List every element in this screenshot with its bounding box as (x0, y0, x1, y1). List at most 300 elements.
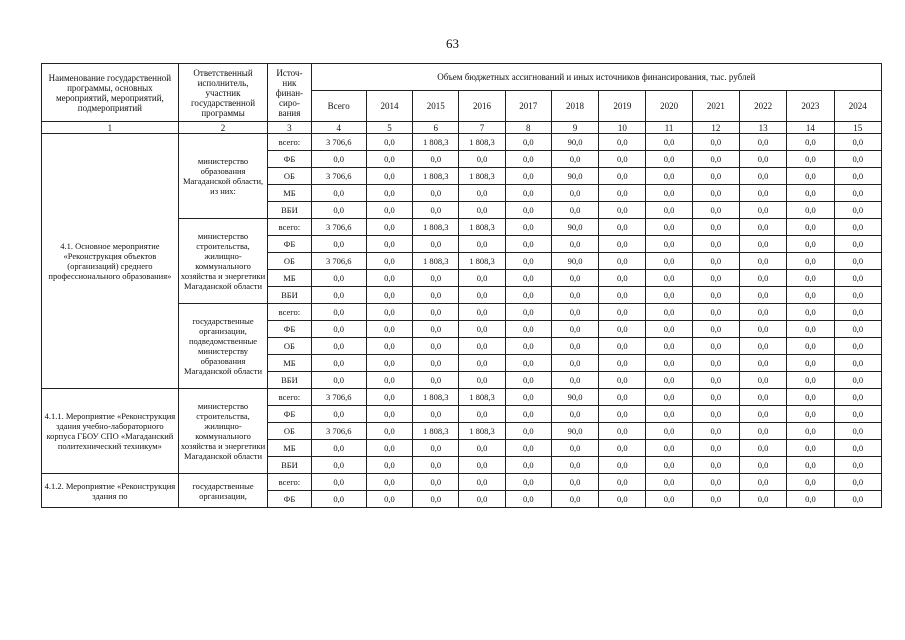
value-cell: 0,0 (551, 372, 598, 389)
value-cell: 0,0 (599, 338, 646, 355)
value-cell: 0,0 (366, 491, 412, 508)
total-cell: 3 706,6 (311, 389, 366, 406)
total-cell: 0,0 (311, 287, 366, 304)
value-cell: 0,0 (739, 287, 786, 304)
value-cell: 0,0 (599, 236, 646, 253)
executor-cell: министерство строительства, жилищно-коммунального хозяйства и энергетики Магаданской области (178, 389, 268, 474)
source-cell: ФБ (268, 491, 311, 508)
value-cell: 0,0 (366, 168, 412, 185)
value-cell: 1 808,3 (459, 219, 505, 236)
value-cell: 1 808,3 (413, 134, 459, 151)
value-cell: 0,0 (413, 185, 459, 202)
value-cell: 0,0 (787, 355, 834, 372)
value-cell: 0,0 (692, 270, 739, 287)
value-cell: 0,0 (834, 219, 881, 236)
value-cell: 0,0 (787, 134, 834, 151)
value-cell: 0,0 (599, 457, 646, 474)
value-cell: 0,0 (599, 202, 646, 219)
value-cell: 0,0 (366, 423, 412, 440)
value-cell: 0,0 (366, 355, 412, 372)
source-cell: МБ (268, 355, 311, 372)
value-cell: 0,0 (459, 338, 505, 355)
value-cell: 0,0 (505, 219, 551, 236)
value-cell: 0,0 (787, 423, 834, 440)
value-cell: 0,0 (505, 338, 551, 355)
column-number: 2 (178, 122, 268, 134)
value-cell: 0,0 (834, 321, 881, 338)
value-cell: 1 808,3 (413, 423, 459, 440)
header-funding: Объем бюджетных ассигнований и иных источников финансирования, тыс. рублей (311, 64, 881, 91)
value-cell: 0,0 (692, 185, 739, 202)
value-cell: 0,0 (692, 219, 739, 236)
value-cell: 0,0 (834, 253, 881, 270)
value-cell: 0,0 (551, 185, 598, 202)
source-cell: ФБ (268, 151, 311, 168)
value-cell: 0,0 (459, 491, 505, 508)
value-cell: 0,0 (739, 219, 786, 236)
executor-cell: министерство строительства, жилищно-коммунального хозяйства и энергетики Магаданской области (178, 219, 268, 304)
value-cell: 0,0 (834, 389, 881, 406)
value-cell: 0,0 (413, 304, 459, 321)
value-cell: 0,0 (646, 491, 692, 508)
value-cell: 0,0 (739, 270, 786, 287)
source-cell: ОБ (268, 253, 311, 270)
table-row (42, 134, 882, 151)
total-cell: 0,0 (311, 440, 366, 457)
value-cell: 0,0 (505, 491, 551, 508)
header-year: 2021 (692, 91, 739, 122)
total-cell: 0,0 (311, 491, 366, 508)
source-cell: всего: (268, 219, 311, 236)
value-cell: 0,0 (366, 287, 412, 304)
value-cell: 0,0 (505, 270, 551, 287)
value-cell: 0,0 (739, 253, 786, 270)
value-cell: 0,0 (366, 406, 412, 423)
value-cell: 0,0 (692, 440, 739, 457)
source-cell: ВБИ (268, 287, 311, 304)
value-cell: 0,0 (646, 151, 692, 168)
source-cell: всего: (268, 134, 311, 151)
value-cell: 0,0 (646, 457, 692, 474)
value-cell: 0,0 (366, 236, 412, 253)
value-cell: 90,0 (551, 168, 598, 185)
value-cell: 0,0 (834, 338, 881, 355)
column-number: 13 (739, 122, 786, 134)
header-year: 2022 (739, 91, 786, 122)
value-cell: 1 808,3 (459, 253, 505, 270)
total-cell: 0,0 (311, 304, 366, 321)
value-cell: 0,0 (551, 491, 598, 508)
value-cell: 0,0 (413, 202, 459, 219)
source-cell: МБ (268, 270, 311, 287)
value-cell: 0,0 (599, 270, 646, 287)
header-year: 2019 (599, 91, 646, 122)
value-cell: 0,0 (787, 321, 834, 338)
value-cell: 0,0 (646, 355, 692, 372)
header-year: 2015 (413, 91, 459, 122)
executor-cell: министерство образования Магаданской области, из них: (178, 134, 268, 219)
value-cell: 0,0 (834, 287, 881, 304)
value-cell: 0,0 (834, 406, 881, 423)
source-cell: ОБ (268, 423, 311, 440)
total-cell: 0,0 (311, 474, 366, 491)
value-cell: 0,0 (366, 304, 412, 321)
value-cell: 0,0 (366, 338, 412, 355)
value-cell: 0,0 (505, 423, 551, 440)
value-cell: 0,0 (739, 168, 786, 185)
value-cell: 90,0 (551, 423, 598, 440)
total-cell: 0,0 (311, 151, 366, 168)
value-cell: 0,0 (413, 372, 459, 389)
value-cell: 0,0 (413, 406, 459, 423)
source-cell: ОБ (268, 338, 311, 355)
source-cell: всего: (268, 474, 311, 491)
value-cell: 1 808,3 (459, 134, 505, 151)
value-cell: 0,0 (366, 474, 412, 491)
value-cell: 0,0 (505, 321, 551, 338)
value-cell: 0,0 (834, 270, 881, 287)
value-cell: 0,0 (787, 185, 834, 202)
source-cell: ВБИ (268, 202, 311, 219)
value-cell: 0,0 (505, 355, 551, 372)
value-cell: 0,0 (599, 321, 646, 338)
value-cell: 0,0 (834, 151, 881, 168)
value-cell: 0,0 (459, 355, 505, 372)
value-cell: 0,0 (599, 491, 646, 508)
total-cell: 0,0 (311, 202, 366, 219)
value-cell: 0,0 (505, 185, 551, 202)
column-number: 3 (268, 122, 311, 134)
value-cell: 0,0 (739, 185, 786, 202)
value-cell: 0,0 (834, 134, 881, 151)
value-cell: 0,0 (787, 287, 834, 304)
total-cell: 0,0 (311, 185, 366, 202)
value-cell: 0,0 (599, 304, 646, 321)
table-header-row (42, 64, 882, 91)
total-cell: 0,0 (311, 338, 366, 355)
value-cell: 0,0 (787, 219, 834, 236)
value-cell: 0,0 (599, 134, 646, 151)
value-cell: 0,0 (505, 151, 551, 168)
value-cell: 0,0 (646, 440, 692, 457)
value-cell: 0,0 (505, 287, 551, 304)
value-cell: 0,0 (692, 457, 739, 474)
value-cell: 0,0 (366, 440, 412, 457)
value-cell: 0,0 (646, 168, 692, 185)
total-cell: 3 706,6 (311, 253, 366, 270)
value-cell: 0,0 (739, 457, 786, 474)
table-row (42, 474, 882, 491)
value-cell: 0,0 (787, 270, 834, 287)
value-cell: 0,0 (505, 134, 551, 151)
value-cell: 0,0 (739, 355, 786, 372)
value-cell: 0,0 (692, 151, 739, 168)
column-number: 5 (366, 122, 412, 134)
value-cell: 0,0 (692, 423, 739, 440)
value-cell: 1 808,3 (459, 389, 505, 406)
value-cell: 0,0 (834, 457, 881, 474)
value-cell: 0,0 (834, 491, 881, 508)
header-source: Источ-ник финан-сиро-вания (268, 64, 311, 122)
value-cell: 0,0 (551, 287, 598, 304)
value-cell: 0,0 (787, 372, 834, 389)
value-cell: 0,0 (459, 457, 505, 474)
value-cell: 0,0 (551, 321, 598, 338)
value-cell: 0,0 (739, 151, 786, 168)
value-cell: 0,0 (599, 389, 646, 406)
value-cell: 1 808,3 (459, 423, 505, 440)
value-cell: 0,0 (646, 202, 692, 219)
value-cell: 0,0 (646, 423, 692, 440)
value-cell: 0,0 (646, 287, 692, 304)
value-cell: 0,0 (739, 372, 786, 389)
value-cell: 0,0 (739, 491, 786, 508)
value-cell: 0,0 (366, 185, 412, 202)
header-total: Всего (311, 91, 366, 122)
value-cell: 0,0 (366, 253, 412, 270)
source-cell: ВБИ (268, 457, 311, 474)
column-number-row (42, 122, 882, 134)
value-cell: 0,0 (787, 236, 834, 253)
value-cell: 0,0 (505, 304, 551, 321)
value-cell: 0,0 (459, 406, 505, 423)
value-cell: 90,0 (551, 253, 598, 270)
value-cell: 0,0 (646, 236, 692, 253)
value-cell: 0,0 (551, 270, 598, 287)
value-cell: 0,0 (366, 151, 412, 168)
value-cell: 0,0 (413, 355, 459, 372)
value-cell: 0,0 (459, 440, 505, 457)
value-cell: 0,0 (646, 321, 692, 338)
executor-cell: государственные организации, подведомственные министерству образования Магаданской области (178, 304, 268, 389)
value-cell: 0,0 (413, 287, 459, 304)
value-cell: 0,0 (739, 440, 786, 457)
value-cell: 0,0 (599, 474, 646, 491)
value-cell: 0,0 (834, 474, 881, 491)
value-cell: 0,0 (551, 304, 598, 321)
source-cell: всего: (268, 304, 311, 321)
value-cell: 0,0 (366, 134, 412, 151)
value-cell: 0,0 (739, 202, 786, 219)
value-cell: 0,0 (459, 151, 505, 168)
value-cell: 0,0 (787, 151, 834, 168)
value-cell: 0,0 (646, 253, 692, 270)
header-year: 2023 (787, 91, 834, 122)
value-cell: 0,0 (366, 202, 412, 219)
value-cell: 0,0 (692, 389, 739, 406)
total-cell: 0,0 (311, 372, 366, 389)
value-cell: 0,0 (505, 389, 551, 406)
executor-cell: государственные организации, (178, 474, 268, 508)
total-cell: 0,0 (311, 457, 366, 474)
value-cell: 1 808,3 (459, 168, 505, 185)
value-cell: 0,0 (739, 321, 786, 338)
value-cell: 0,0 (551, 355, 598, 372)
value-cell: 0,0 (505, 406, 551, 423)
value-cell: 0,0 (413, 338, 459, 355)
value-cell: 0,0 (505, 253, 551, 270)
source-cell: МБ (268, 185, 311, 202)
value-cell: 0,0 (459, 304, 505, 321)
value-cell: 0,0 (413, 440, 459, 457)
header-year: 2020 (646, 91, 692, 122)
value-cell: 0,0 (505, 474, 551, 491)
value-cell: 0,0 (739, 406, 786, 423)
value-cell: 1 808,3 (413, 253, 459, 270)
value-cell: 0,0 (599, 168, 646, 185)
source-cell: ФБ (268, 321, 311, 338)
value-cell: 1 808,3 (413, 389, 459, 406)
total-cell: 0,0 (311, 270, 366, 287)
value-cell: 0,0 (505, 168, 551, 185)
value-cell: 0,0 (692, 474, 739, 491)
value-cell: 0,0 (834, 185, 881, 202)
column-number: 6 (413, 122, 459, 134)
total-cell: 0,0 (311, 236, 366, 253)
value-cell: 0,0 (413, 474, 459, 491)
value-cell: 0,0 (787, 338, 834, 355)
value-cell: 0,0 (739, 236, 786, 253)
value-cell: 0,0 (646, 134, 692, 151)
value-cell: 0,0 (551, 474, 598, 491)
value-cell: 0,0 (834, 440, 881, 457)
value-cell: 0,0 (551, 338, 598, 355)
value-cell: 0,0 (692, 202, 739, 219)
value-cell: 0,0 (366, 321, 412, 338)
value-cell: 0,0 (646, 389, 692, 406)
value-cell: 0,0 (459, 185, 505, 202)
header-year: 2014 (366, 91, 412, 122)
value-cell: 0,0 (413, 270, 459, 287)
value-cell: 0,0 (599, 151, 646, 168)
value-cell: 0,0 (692, 372, 739, 389)
value-cell: 0,0 (692, 253, 739, 270)
column-number: 10 (599, 122, 646, 134)
value-cell: 0,0 (599, 253, 646, 270)
value-cell: 0,0 (646, 185, 692, 202)
table-row (42, 389, 882, 406)
value-cell: 0,0 (599, 372, 646, 389)
value-cell: 0,0 (413, 321, 459, 338)
activity-name: 4.1.2. Мероприятие «Реконструкция здания по (42, 474, 179, 508)
value-cell: 0,0 (787, 457, 834, 474)
value-cell: 0,0 (599, 423, 646, 440)
value-cell: 0,0 (787, 474, 834, 491)
source-cell: ФБ (268, 406, 311, 423)
value-cell: 0,0 (834, 304, 881, 321)
page-number: 63 (446, 36, 459, 51)
value-cell: 0,0 (366, 372, 412, 389)
value-cell: 0,0 (505, 440, 551, 457)
value-cell: 0,0 (599, 185, 646, 202)
header-executor: Ответственный исполнитель, участник государственной программы (178, 64, 268, 122)
value-cell: 0,0 (739, 134, 786, 151)
total-cell: 3 706,6 (311, 168, 366, 185)
value-cell: 0,0 (459, 270, 505, 287)
column-number: 4 (311, 122, 366, 134)
value-cell: 0,0 (787, 389, 834, 406)
source-cell: ФБ (268, 236, 311, 253)
total-cell: 0,0 (311, 355, 366, 372)
value-cell: 0,0 (692, 355, 739, 372)
source-cell: всего: (268, 389, 311, 406)
column-number: 9 (551, 122, 598, 134)
total-cell: 0,0 (311, 406, 366, 423)
table-body (42, 134, 882, 508)
value-cell: 0,0 (787, 202, 834, 219)
value-cell: 0,0 (505, 202, 551, 219)
column-number: 14 (787, 122, 834, 134)
value-cell: 0,0 (739, 304, 786, 321)
value-cell: 0,0 (646, 474, 692, 491)
value-cell: 0,0 (692, 406, 739, 423)
header-year: 2018 (551, 91, 598, 122)
value-cell: 0,0 (739, 389, 786, 406)
value-cell: 0,0 (551, 236, 598, 253)
value-cell: 0,0 (459, 236, 505, 253)
value-cell: 0,0 (366, 457, 412, 474)
value-cell: 90,0 (551, 134, 598, 151)
value-cell: 0,0 (366, 389, 412, 406)
value-cell: 0,0 (413, 457, 459, 474)
value-cell: 0,0 (787, 168, 834, 185)
value-cell: 1 808,3 (413, 168, 459, 185)
value-cell: 0,0 (366, 270, 412, 287)
value-cell: 0,0 (599, 355, 646, 372)
value-cell: 0,0 (692, 321, 739, 338)
value-cell: 0,0 (787, 253, 834, 270)
source-cell: МБ (268, 440, 311, 457)
value-cell: 90,0 (551, 389, 598, 406)
column-number: 8 (505, 122, 551, 134)
total-cell: 3 706,6 (311, 219, 366, 236)
source-cell: ВБИ (268, 372, 311, 389)
value-cell: 0,0 (834, 372, 881, 389)
value-cell: 0,0 (787, 491, 834, 508)
value-cell: 0,0 (459, 287, 505, 304)
value-cell: 0,0 (739, 338, 786, 355)
value-cell: 0,0 (692, 287, 739, 304)
total-cell: 3 706,6 (311, 134, 366, 151)
value-cell: 0,0 (646, 338, 692, 355)
value-cell: 0,0 (459, 474, 505, 491)
value-cell: 0,0 (599, 287, 646, 304)
value-cell: 0,0 (834, 236, 881, 253)
value-cell: 0,0 (834, 202, 881, 219)
value-cell: 0,0 (551, 406, 598, 423)
column-number: 1 (42, 122, 179, 134)
value-cell: 0,0 (787, 440, 834, 457)
value-cell: 0,0 (413, 151, 459, 168)
value-cell: 0,0 (505, 236, 551, 253)
header-year: 2016 (459, 91, 505, 122)
column-number: 7 (459, 122, 505, 134)
column-number: 12 (692, 122, 739, 134)
value-cell: 0,0 (692, 491, 739, 508)
value-cell: 0,0 (599, 406, 646, 423)
value-cell: 0,0 (551, 151, 598, 168)
value-cell: 0,0 (413, 236, 459, 253)
value-cell: 0,0 (646, 304, 692, 321)
value-cell: 0,0 (551, 440, 598, 457)
value-cell: 0,0 (646, 219, 692, 236)
value-cell: 0,0 (692, 304, 739, 321)
header-name: Наименование государственной программы, основных мероприятий, мероприятий, подмероприятий (42, 64, 179, 122)
value-cell: 0,0 (692, 236, 739, 253)
value-cell: 0,0 (834, 355, 881, 372)
value-cell: 0,0 (834, 168, 881, 185)
value-cell: 0,0 (551, 202, 598, 219)
